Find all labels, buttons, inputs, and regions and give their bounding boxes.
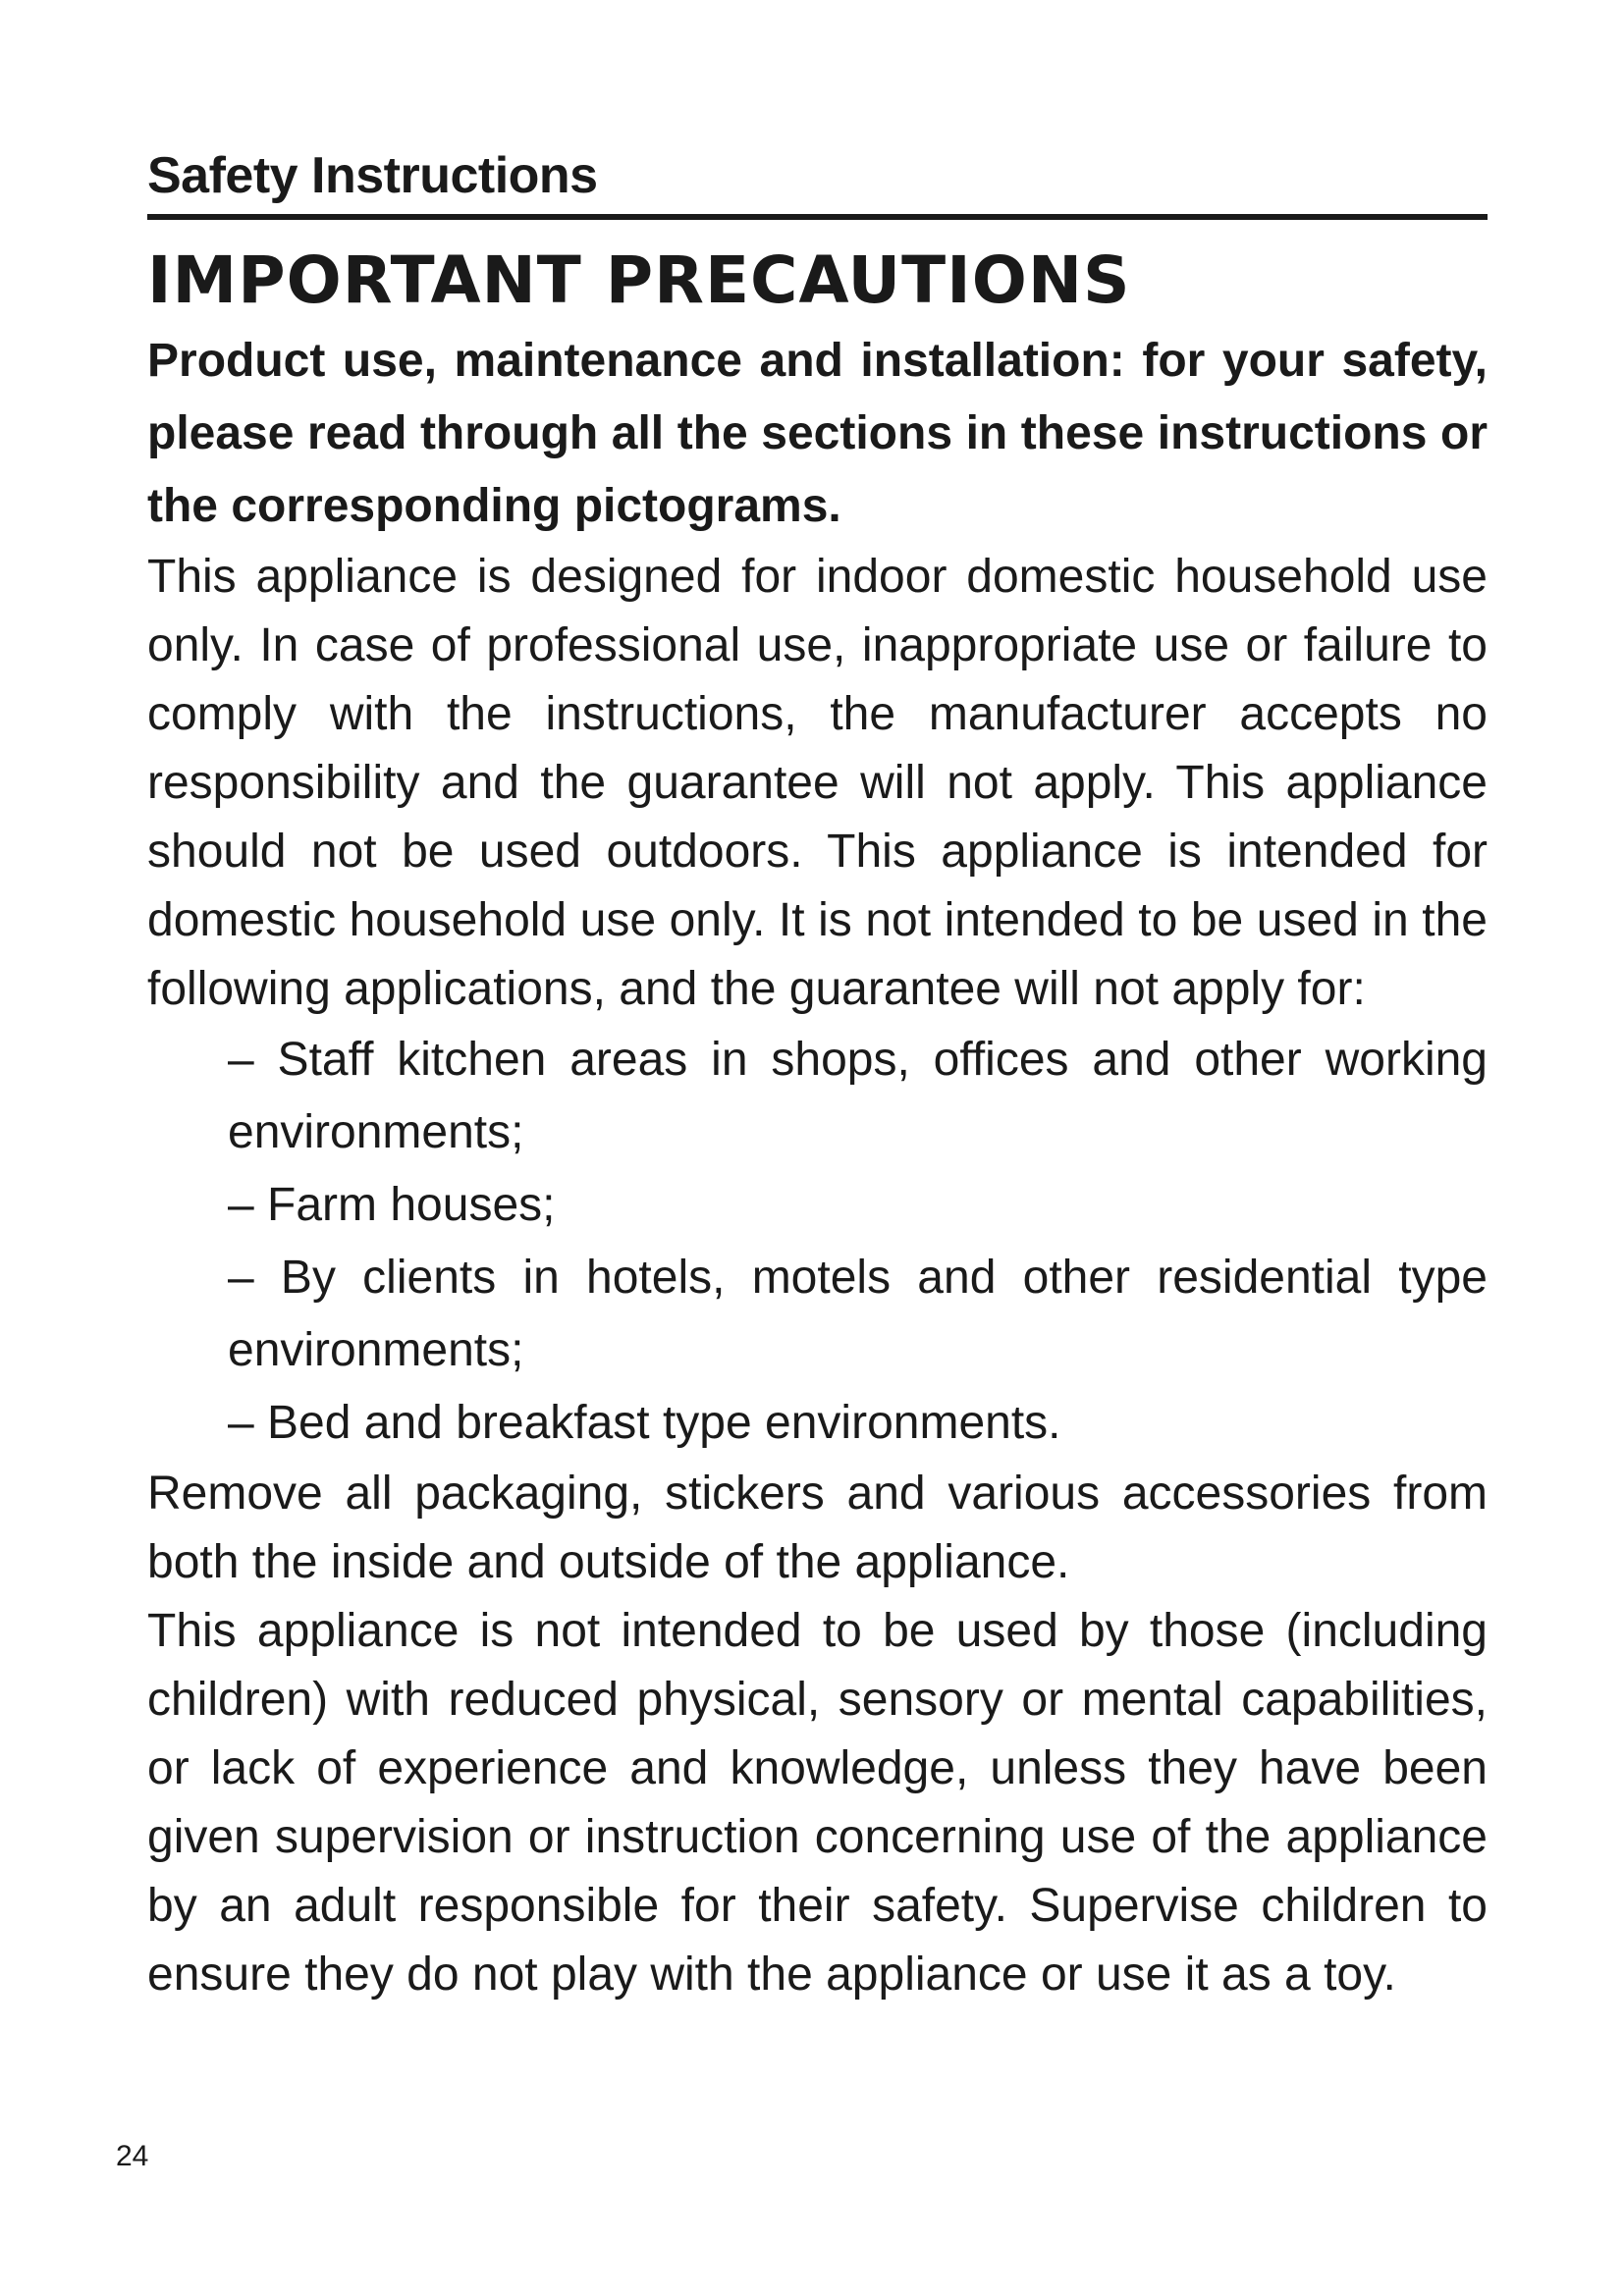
list-item: – Farm houses; [228,1178,556,1231]
list-item: – Bed and breakfast type environments. [228,1396,1061,1449]
page-number: 24 [116,2140,149,2172]
lead-paragraph: Product use, maintenance and installation: for your safety, please read through all the sections in these instructions or the corresponding pictograms. [147,334,1488,532]
page-content [147,147,1488,2009]
exclusion-list [147,1024,1488,1460]
section-title: Safety Instructions [147,147,1488,220]
paragraph-usage: This appliance is designed for indoor domestic household use only. In case of professional use, inappropriate use or failure to comply with the instructions, the manufacturer accepts no responsibility and the guarantee will not apply. This appliance should not be used outdoors. This appliance is intended for domestic household use only. It is not intended to be used in the following applications, and the guarantee will not apply for: [147,550,1488,1015]
paragraph-packaging: Remove all packaging, stickers and various accessories from both the inside and outside of the appliance. [147,1467,1488,1588]
main-title: IMPORTANT PRECAUTIONS [147,241,1131,318]
list-item: – By clients in hotels, motels and other residential type environments; [228,1251,1488,1376]
paragraph-supervision: This appliance is not intended to be used by those (including children) with reduced physical, sensory or mental capabilities, or lack of experience and knowledge, unless they have been given supervision or instruction concerning use of the appliance by an adult responsible for their safety. Supervise children to ensure they do not play with the appliance or use it as a toy. [147,1604,1488,2001]
list-item: – Staff kitchen areas in shops, offices and other working environments; [228,1033,1488,1158]
